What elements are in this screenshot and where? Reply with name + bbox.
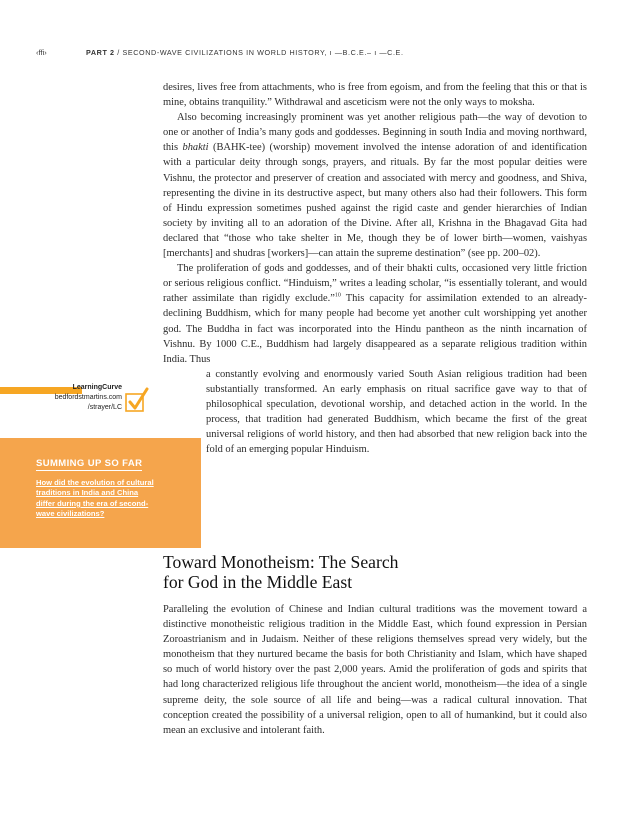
learning-curve-callout[interactable] [0, 384, 156, 434]
summing-up-box [0, 438, 201, 548]
header-separator: / [117, 48, 120, 57]
page-number: ‹ffi› [36, 48, 47, 57]
section-body-text [163, 602, 587, 738]
part-label: PART 2 [86, 48, 115, 57]
learning-curve-bar [0, 387, 82, 394]
paragraph: The proliferation of gods and goddesses, and of their bhakti cults, occasioned very little friction or serious religious conflict. “Hinduism,” writes a leading scholar, “is essentially tolerant, and would rather assimilate than rigidly exclude.”$^{10}$ This capacity for assimilation extended to an already-declining Buddhism, which for many people had become yet another cult worshipping yet another god. The Buddha in fact was incorporated into the Hindu pantheon as the ninth incarnation of Vishnu. By 1000 C.E., Buddhism had largely disappeared as a separate religious tradition within India. Thus [163, 263, 587, 365]
learning-curve-path[interactable]: /strayer/LC [87, 404, 122, 411]
learning-curve-title: LearningCurve [72, 384, 122, 391]
paragraph: Paralleling the evolution of Chinese and Indian cultural traditions was the movement toward a distinctive monotheistic religious tradition in the Middle East, which found expression in Persian Zoroastrianism and in Judaism. Neither of these religions themselves spread very widely, but the monotheism that they nurtured became the basis for both Christianity and Islam, which have shaped so much of world history over the past 2,000 years. Amid the proliferation of gods and spirits that had long characterized religious life throughout the ancient world, monotheism—the idea of a single supreme deity, the sole source of all life and being—was a radical cultural innovation. That conception created the possibility of a universal religion, open to all of humankind, but it could also mean an exclusive and intolerant faith. [163, 604, 587, 736]
summing-up-title: SUMMING UP SO FAR [36, 458, 143, 469]
paragraph: Also becoming increasingly prominent was yet another religious path—the way of devotion to one or another of India’s many gods and goddesses. Beginning in south India and moving northward, this bhakti (BAHK-tee) (worship) movement involved the intense adoration of and identification with a particular deity through songs, prayers, and rituals. By far the most popular deities were Vishnu, the protector and preserver of creation and associated with mercy and goodness, and Shiva, representing the divine in its destructive aspect, but many others also had their followers. This form of Hindu expression sometimes pushed against the rigid caste and gender hierarchies of Indian society by inviting all to an adoration of the Divine. After all, Krishna in the Bhagavad Gita had declared that “those who take shelter in Me, though they be of lower birth—women, vaishyas [merchants] and shudras [workers]—can attain the supreme destination” (see pp. 200–02). [163, 112, 587, 260]
summing-up-question: How did the evolution of cultural traditions in India and China differ during the era of second- wave civilizations? [36, 478, 154, 519]
checkmark-icon [125, 387, 149, 413]
running-title: SECOND-WAVE CIVILIZATIONS IN WORLD HISTORY, ı —B.C.E.– ı —C.E. [122, 48, 404, 57]
learning-curve-site[interactable]: bedfordstmartins.com [54, 394, 122, 401]
main-body-text [163, 80, 587, 457]
running-header [36, 48, 616, 57]
paragraph: desires, lives free from attachments, who is free from egoism, and from the feeling that this or that is mine, obtains tranquility.” Withdrawal and asceticism were not the only ways to moksha. [163, 82, 587, 109]
bhakti-term: bhakti [182, 142, 209, 154]
paragraph-wrapped: a constantly evolving and enormously varied South Asian religious tradition had been substantially transformed. An early emphasis on ritual sacrifice gave way to that of philosophical speculation, devotional worship, and detached action in the world. In the process, that tradition had generated Buddhism, which became the first of the great universal religions of world history, and then had absorbed that new religion back into the fold of an emerging popular Hinduism. [206, 368, 587, 456]
section-heading: Toward Monotheism: The Search for God in the Middle East [163, 552, 399, 592]
footnote-marker: 10 [334, 292, 341, 299]
